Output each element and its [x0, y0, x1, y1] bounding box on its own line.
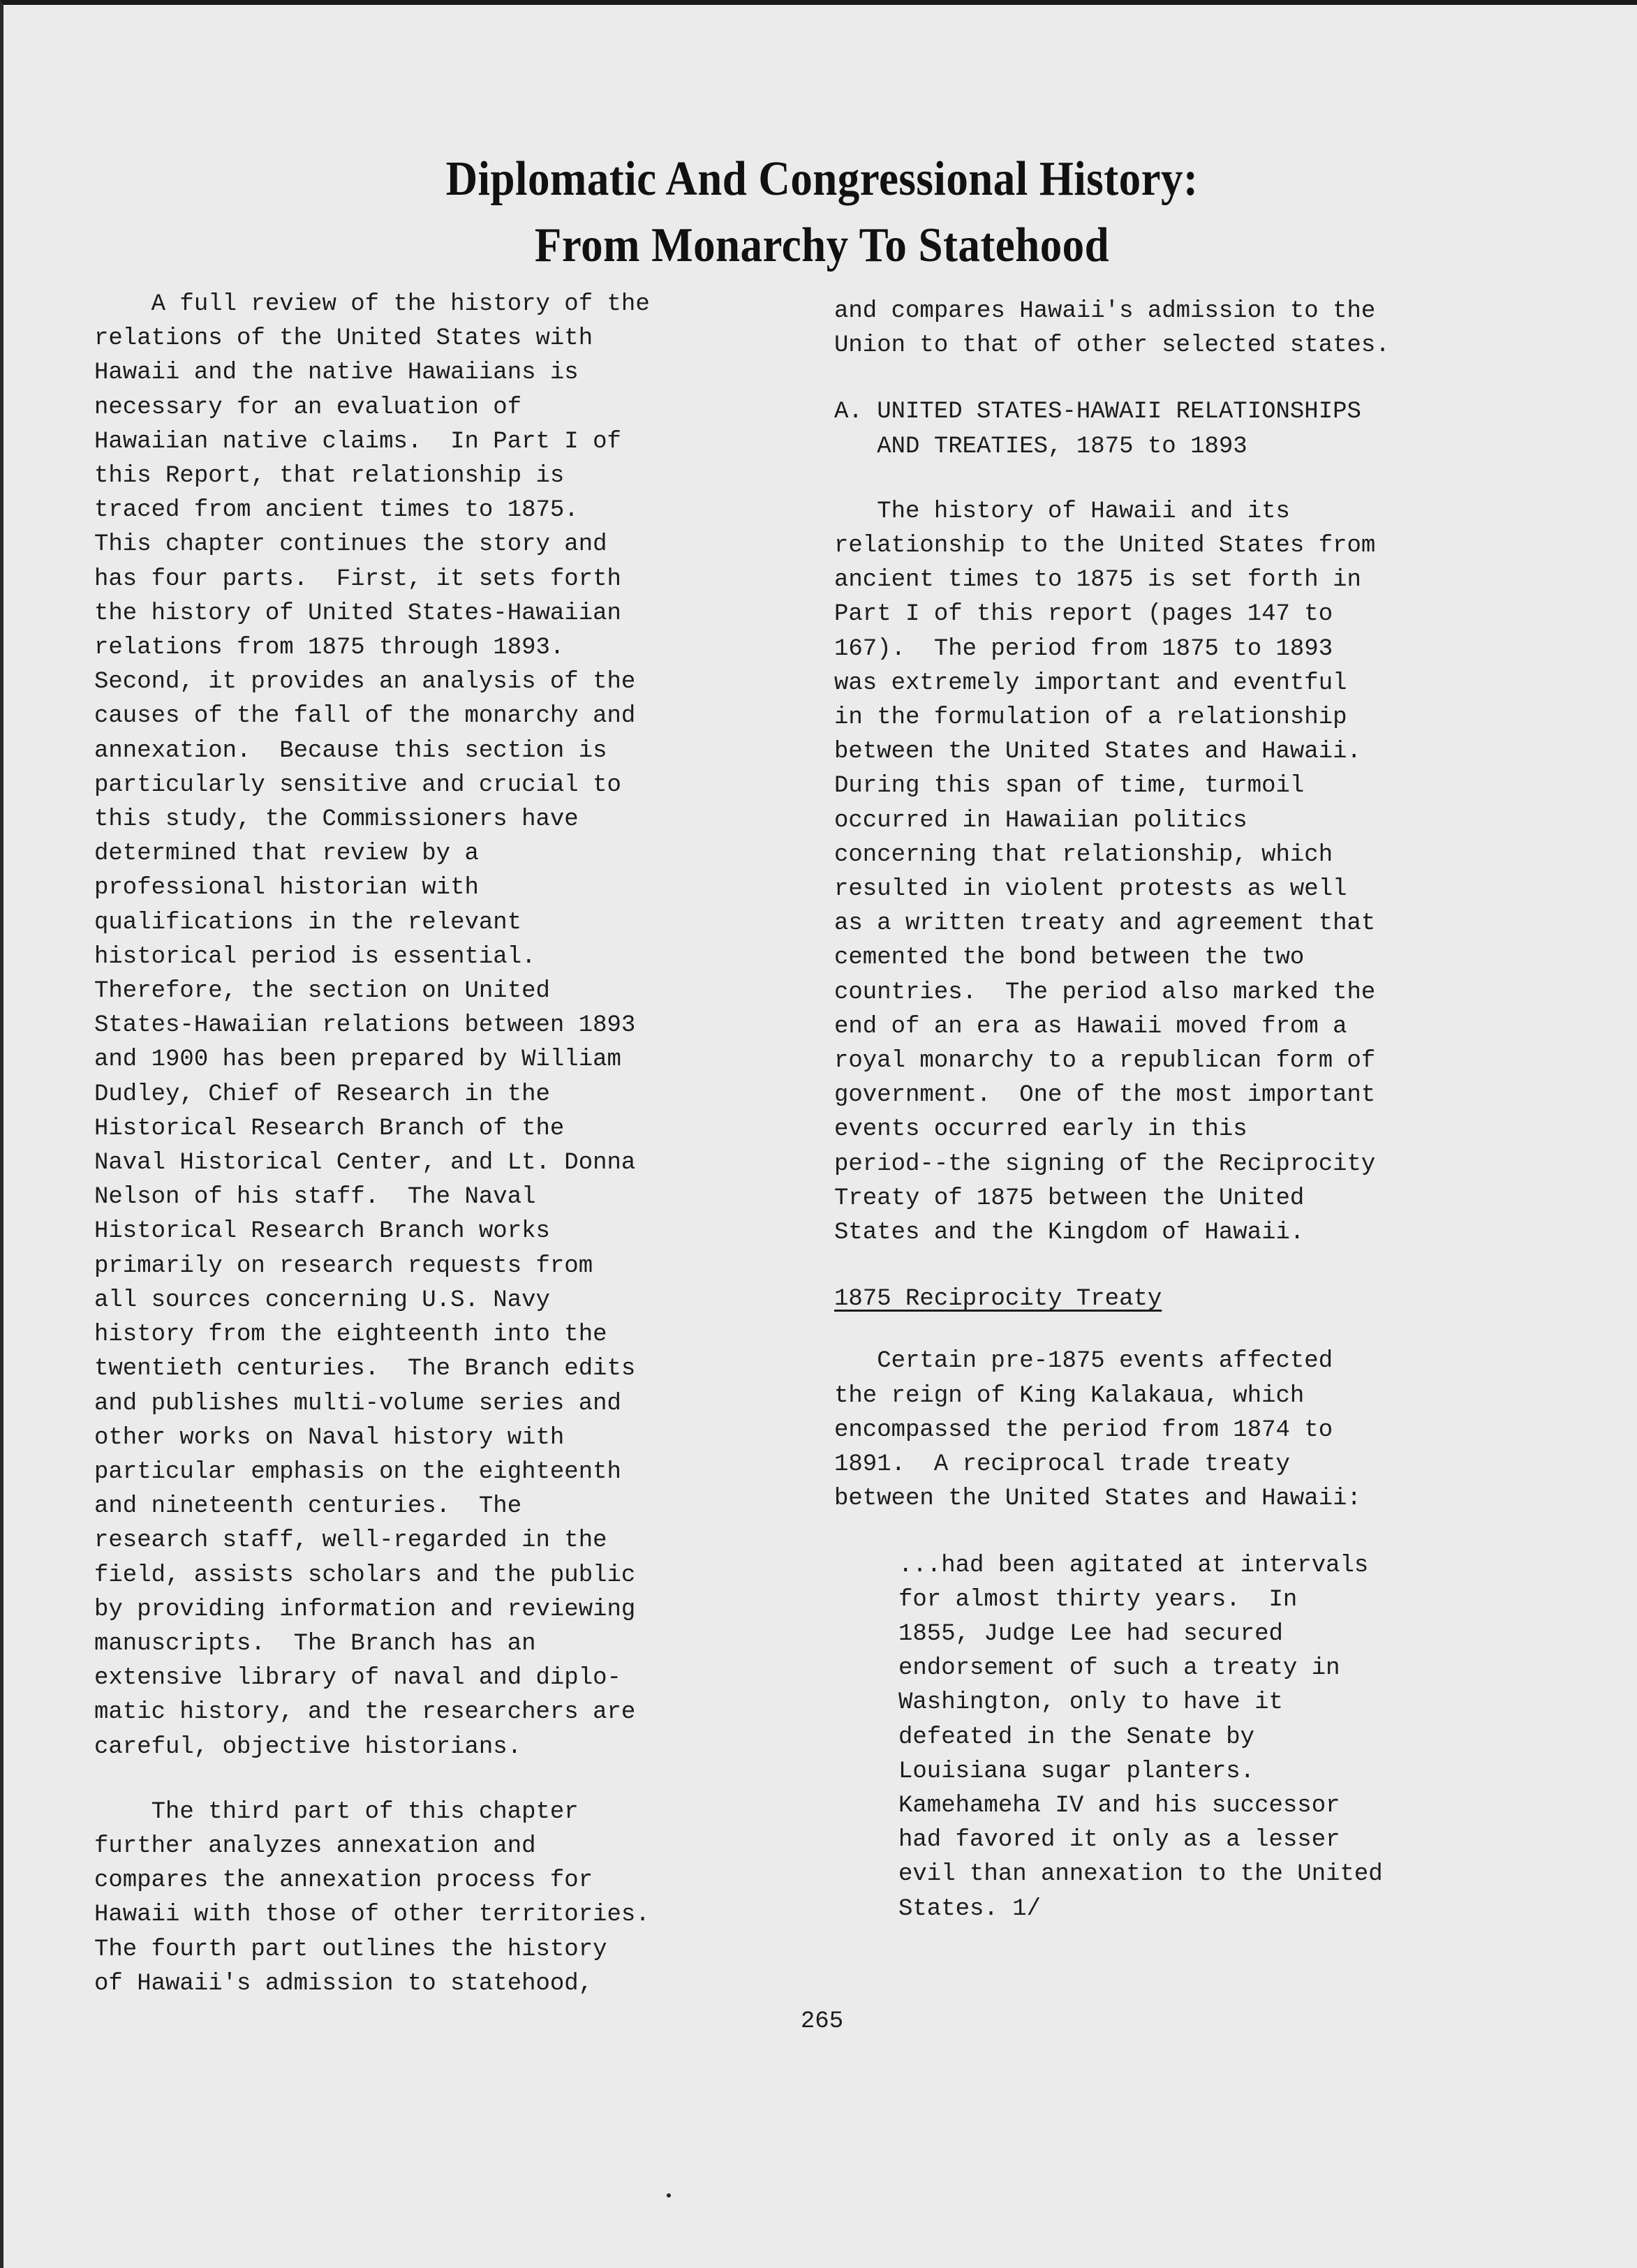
text-line: in the formulation of a relationship: [834, 704, 1347, 732]
block-quote: [834, 1549, 1532, 1927]
text-line: period--the signing of the Reciprocity: [834, 1150, 1376, 1178]
text-line: This chapter continues the story and: [94, 531, 607, 558]
text-line: Part I of this report (pages 147 to: [834, 601, 1333, 628]
text-line: as a written treaty and agreement that: [834, 910, 1376, 937]
text-line: field, assists scholars and the public: [94, 1562, 636, 1589]
text-line: research staff, well-regarded in the: [94, 1527, 607, 1555]
text-line: compares the annexation process for: [94, 1867, 593, 1895]
intro-paragraph: [94, 288, 792, 1765]
text-line: was extremely important and eventful: [834, 669, 1347, 697]
text-line: this Report, that relationship is: [94, 463, 565, 490]
quote-line: Louisiana sugar planters.: [898, 1758, 1255, 1785]
text-line: encompassed the period from 1874 to: [834, 1416, 1333, 1444]
text-line: concerning that relationship, which: [834, 841, 1333, 868]
text-line: particular emphasis on the eighteenth: [94, 1458, 621, 1485]
text-line: extensive library of naval and diplo-: [94, 1665, 621, 1692]
text-line: twentieth centuries. The Branch edits: [94, 1356, 636, 1383]
text-line: occurred in Hawaiian politics: [834, 807, 1247, 834]
text-line: between the United States and Hawaii:: [834, 1485, 1361, 1513]
text-line: Hawaii with those of other territories.: [94, 1902, 650, 1929]
third-part-paragraph: [94, 1795, 792, 2001]
text-line: further analyzes annexation and: [94, 1832, 536, 1860]
text-line: and 1900 has been prepared by William: [94, 1046, 621, 1074]
text-line: resulted in violent protests as well: [834, 876, 1347, 903]
text-line: relations of the United States with: [94, 325, 593, 353]
text-line: between the United States and Hawaii.: [834, 739, 1361, 766]
heading-line: AND TREATIES, 1875 to 1893: [834, 433, 1247, 460]
quote-line: endorsement of such a treaty in: [898, 1655, 1340, 1682]
quote-line: States. 1/: [898, 1895, 1042, 1922]
text-line: relations from 1875 through 1893.: [94, 635, 565, 662]
print-speck: [667, 2193, 671, 2197]
text-line: Hawaiian native claims. In Part I of: [94, 428, 621, 455]
quote-line: had favored it only as a lesser: [898, 1827, 1340, 1854]
text-line: and nineteenth centuries. The: [94, 1493, 522, 1520]
text-line: of Hawaii's admission to statehood,: [94, 1970, 593, 1997]
text-line: Certain pre-1875 events affected: [834, 1348, 1333, 1375]
text-line: historical period is essential.: [94, 943, 536, 970]
text-line: this study, the Commissioners have: [94, 806, 579, 833]
text-line: necessary for an evaluation of: [94, 394, 522, 421]
quote-line: defeated in the Senate by: [898, 1724, 1255, 1751]
text-line: annexation. Because this section is: [94, 737, 607, 764]
text-line: States-Hawaiian relations between 1893: [94, 1012, 636, 1039]
page-title-line-1: Diplomatic And Congressional History:: [445, 152, 1199, 206]
text-line: professional historian with: [94, 875, 479, 902]
text-line: Second, it provides an analysis of the: [94, 669, 636, 696]
text-line: the reign of King Kalakaua, which: [834, 1382, 1305, 1409]
text-line: During this span of time, turmoil: [834, 773, 1305, 800]
text-line: The third part of this chapter: [94, 1798, 579, 1825]
history-paragraph: [834, 495, 1532, 1250]
page-title-line-2: From Monarchy To Statehood: [534, 218, 1110, 272]
text-line: Nelson of his staff. The Naval: [94, 1184, 536, 1211]
quote-line: Washington, only to have it: [898, 1689, 1283, 1717]
text-line: events occurred early in this: [834, 1116, 1247, 1143]
text-line: The fourth part outlines the history: [94, 1936, 607, 1963]
text-line: Hawaii and the native Hawaiians is: [94, 360, 579, 387]
text-line: careful, objective historians.: [94, 1733, 522, 1761]
text-line: determined that review by a: [94, 840, 479, 868]
text-line: Union to that of other selected states.: [834, 332, 1390, 360]
right-column: [834, 295, 1532, 1927]
text-line: by providing information and reviewing: [94, 1596, 636, 1623]
quote-line: evil than annexation to the United: [898, 1861, 1383, 1888]
section-heading: [834, 395, 1532, 464]
text-line: all sources concerning U.S. Navy: [94, 1287, 550, 1314]
quote-line: Kamehameha IV and his successor: [898, 1792, 1340, 1819]
text-line: Historical Research Branch works: [94, 1218, 550, 1245]
text-line: other works on Naval history with: [94, 1424, 565, 1451]
text-line: 1891. A reciprocal trade treaty: [834, 1451, 1290, 1478]
text-line: particularly sensitive and crucial to: [94, 771, 621, 799]
text-line: ancient times to 1875 is set forth in: [834, 567, 1361, 594]
text-line: manuscripts. The Branch has an: [94, 1630, 536, 1657]
heading-line: A. UNITED STATES-HAWAII RELATIONSHIPS: [834, 399, 1361, 426]
text-line: and publishes multi-volume series and: [94, 1390, 621, 1417]
text-line: causes of the fall of the monarchy and: [94, 703, 636, 730]
text-line: Treaty of 1875 between the United: [834, 1185, 1305, 1212]
text-line: 167). The period from 1875 to 1893: [834, 635, 1333, 662]
text-line: government. One of the most important: [834, 1082, 1376, 1109]
text-line: The history of Hawaii and its: [834, 498, 1290, 525]
continuation-paragraph: [834, 295, 1532, 363]
text-line: States and the Kingdom of Hawaii.: [834, 1220, 1305, 1247]
text-line: matic history, and the researchers are: [94, 1699, 636, 1726]
text-line: A full review of the history of the: [94, 291, 650, 318]
text-line: royal monarchy to a republican form of: [834, 1048, 1376, 1075]
text-line: has four parts. First, it sets forth: [94, 565, 621, 593]
text-line: primarily on research requests from: [94, 1252, 593, 1280]
text-line: Therefore, the section on United: [94, 978, 550, 1005]
text-line: traced from ancient times to 1875.: [94, 497, 579, 524]
text-line: qualifications in the relevant: [94, 909, 522, 936]
subheading-reciprocity-treaty: 1875 Reciprocity Treaty: [834, 1286, 1162, 1313]
text-line: history from the eighteenth into the: [94, 1321, 607, 1349]
quote-line: for almost thirty years. In: [898, 1586, 1298, 1613]
text-line: Dudley, Chief of Research in the: [94, 1081, 550, 1108]
quote-line: 1855, Judge Lee had secured: [898, 1620, 1283, 1647]
quote-line: ...had been agitated at intervals: [898, 1552, 1369, 1579]
text-line: and compares Hawaii's admission to the: [834, 298, 1376, 325]
text-line: countries. The period also marked the: [834, 979, 1376, 1006]
text-line: the history of United States-Hawaiian: [94, 600, 621, 627]
text-line: cemented the bond between the two: [834, 944, 1305, 972]
text-line: Naval Historical Center, and Lt. Donna: [94, 1150, 636, 1177]
page-number: 265: [800, 2008, 844, 2035]
left-column: [94, 288, 792, 2001]
text-line: relationship to the United States from: [834, 533, 1376, 560]
text-line: Historical Research Branch of the: [94, 1115, 565, 1142]
reciprocity-paragraph: [834, 1344, 1532, 1516]
text-line: end of an era as Hawaii moved from a: [834, 1013, 1347, 1040]
